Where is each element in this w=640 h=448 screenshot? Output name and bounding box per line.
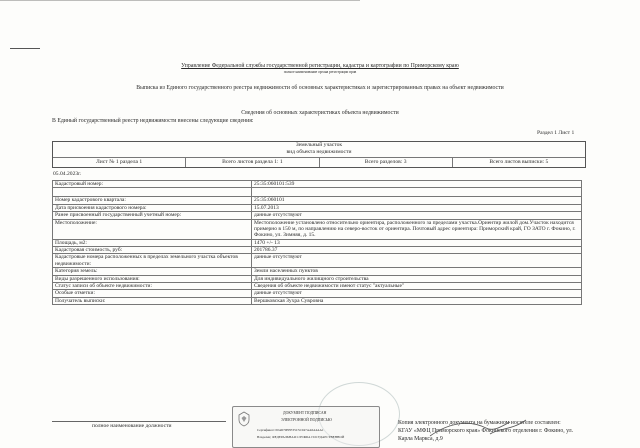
characteristics-table (52, 180, 582, 305)
sections-total: Всего разделов: 3 (320, 158, 453, 167)
agency-name: Управление Федеральной службы государственной регистрации, кадастра и картографии по Приморскому краю (181, 63, 459, 69)
row-value: 1470 +/- 13 (252, 239, 582, 246)
stamp-line-3: Сертификат: 00АБ70ЕЕЕ35С5С047АА6А4АА1 (257, 428, 324, 432)
row-label: Номер кадастрового квартала: (53, 197, 252, 204)
table-row (53, 247, 582, 254)
row-label: Дата присвоения кадастрового номера: (53, 204, 252, 211)
object-type-sub: вид объекта недвижимости (53, 149, 585, 158)
sheet-info-row (53, 158, 585, 167)
row-value: 201786.37 (252, 247, 582, 254)
sheet-number: Лист № 1 раздела 1 (53, 158, 186, 167)
row-value: данные отсутствуют (252, 212, 582, 219)
agency-sub: полное наименование органа регистрации прав (283, 70, 357, 74)
row-label: Получатель выписки: (53, 297, 252, 304)
sheets-in-section: Всего листов раздела 1: 1 (186, 158, 319, 167)
table-row (53, 297, 582, 304)
row-label: Местоположение: (53, 219, 252, 239)
table-row (53, 181, 582, 188)
copy-line-1: Копия электронного документа на бумажном носителе составлен: (398, 420, 561, 426)
position-label: полное наименование должности (92, 423, 172, 429)
object-type: Земельный участок (295, 142, 343, 148)
e-signature-stamp (232, 406, 380, 448)
extract-date: 05.04.2023г. (53, 171, 82, 177)
object-header-box (52, 141, 586, 168)
row-value: 15.07.2013 (252, 204, 582, 211)
row-label: Статус записи об объекте недвижимости: (53, 283, 252, 290)
row-label: Ранее присвоенный государственный учетный номер: (53, 212, 252, 219)
row-value: 25:35:060101 (252, 197, 582, 204)
row-value: 25:35:060101:539 (252, 181, 582, 188)
table-row (53, 239, 582, 246)
row-label: Особые отметки: (53, 290, 252, 297)
section-title: Сведения об основных характеристиках объекта недвижимости (241, 110, 399, 116)
row-value: Местоположение установлено относительно ориентира, расположенного за пределами участка.Ориентир жилой дом.Участок находится примерно в 150 м, по направлению на северо-восток от ориентира. Почтовый адрес ориентира: Приморский край, ГО ЗАТО г. Фокино, г. Фокино, ул. Зимняя, д. 15. (252, 219, 582, 239)
copy-line-2: КГАУ «МФЦ Приморского края» Фокинского отделения г. Фокино, ул. (398, 428, 574, 434)
row-value: данные отсутствуют (252, 254, 582, 268)
handwritten-signature (390, 418, 540, 440)
table-row (53, 275, 582, 282)
table-row (53, 254, 582, 268)
table-row (53, 268, 582, 275)
stamp-line-4: Владелец: ФЕДЕРАЛЬНАЯ СЛУЖБА ГОСУДАРСТВЕННОЙ (257, 435, 345, 439)
stamp-line-1: ДОКУМЕНТ ПОДПИСАН (283, 411, 327, 415)
row-label: Площадь, м2: (53, 239, 252, 246)
row-label: Кадастровый номер: (53, 181, 252, 188)
sheets-total: Всего листов выписки: 5 (489, 159, 549, 165)
table-row (53, 188, 582, 197)
table-row (53, 204, 582, 211)
table-row (53, 212, 582, 219)
row-label: Кадастровая стоимость, руб: (53, 247, 252, 254)
intro-text: В Единый государственный реестр недвижимости внесены следующие сведения: (52, 118, 254, 124)
row-label: Категория земель: (53, 268, 252, 275)
table-row (53, 197, 582, 204)
table-row (53, 219, 582, 239)
row-value: Сведения об объекте недвижимости имеют статус "актуальные" (252, 283, 582, 290)
row-label: Виды разрешенного использования: (53, 275, 252, 282)
row-value: Вершковская Зухра Сувровна (252, 297, 582, 304)
row-label: Кадастровые номера расположенных в пределах земельного участка объектов недвижимости: (53, 254, 252, 268)
extract-title: Выписка из Единого государственного реестра недвижимости об основных характеристиках и зарегистрированных правах на объект недвижимости (136, 85, 504, 91)
row-value: данные отсутствуют (252, 290, 582, 297)
stamp-line-2: ЭЛЕКТРОННОЙ ПОДПИСЬЮ (281, 418, 332, 422)
emblem-icon (237, 411, 251, 427)
row-value: Земли населенных пунктов (252, 268, 582, 275)
row-value: Для индивидуального жилищного строительства (252, 275, 582, 282)
copy-line-3: Карла Маркса, д.9 (398, 436, 443, 442)
top-edge-line (0, 0, 360, 4)
section-page: Раздел 1 Лист 1 (537, 130, 575, 136)
table-row (53, 283, 582, 290)
position-line (52, 421, 226, 422)
margin-mark (10, 48, 40, 49)
table-row (53, 290, 582, 297)
